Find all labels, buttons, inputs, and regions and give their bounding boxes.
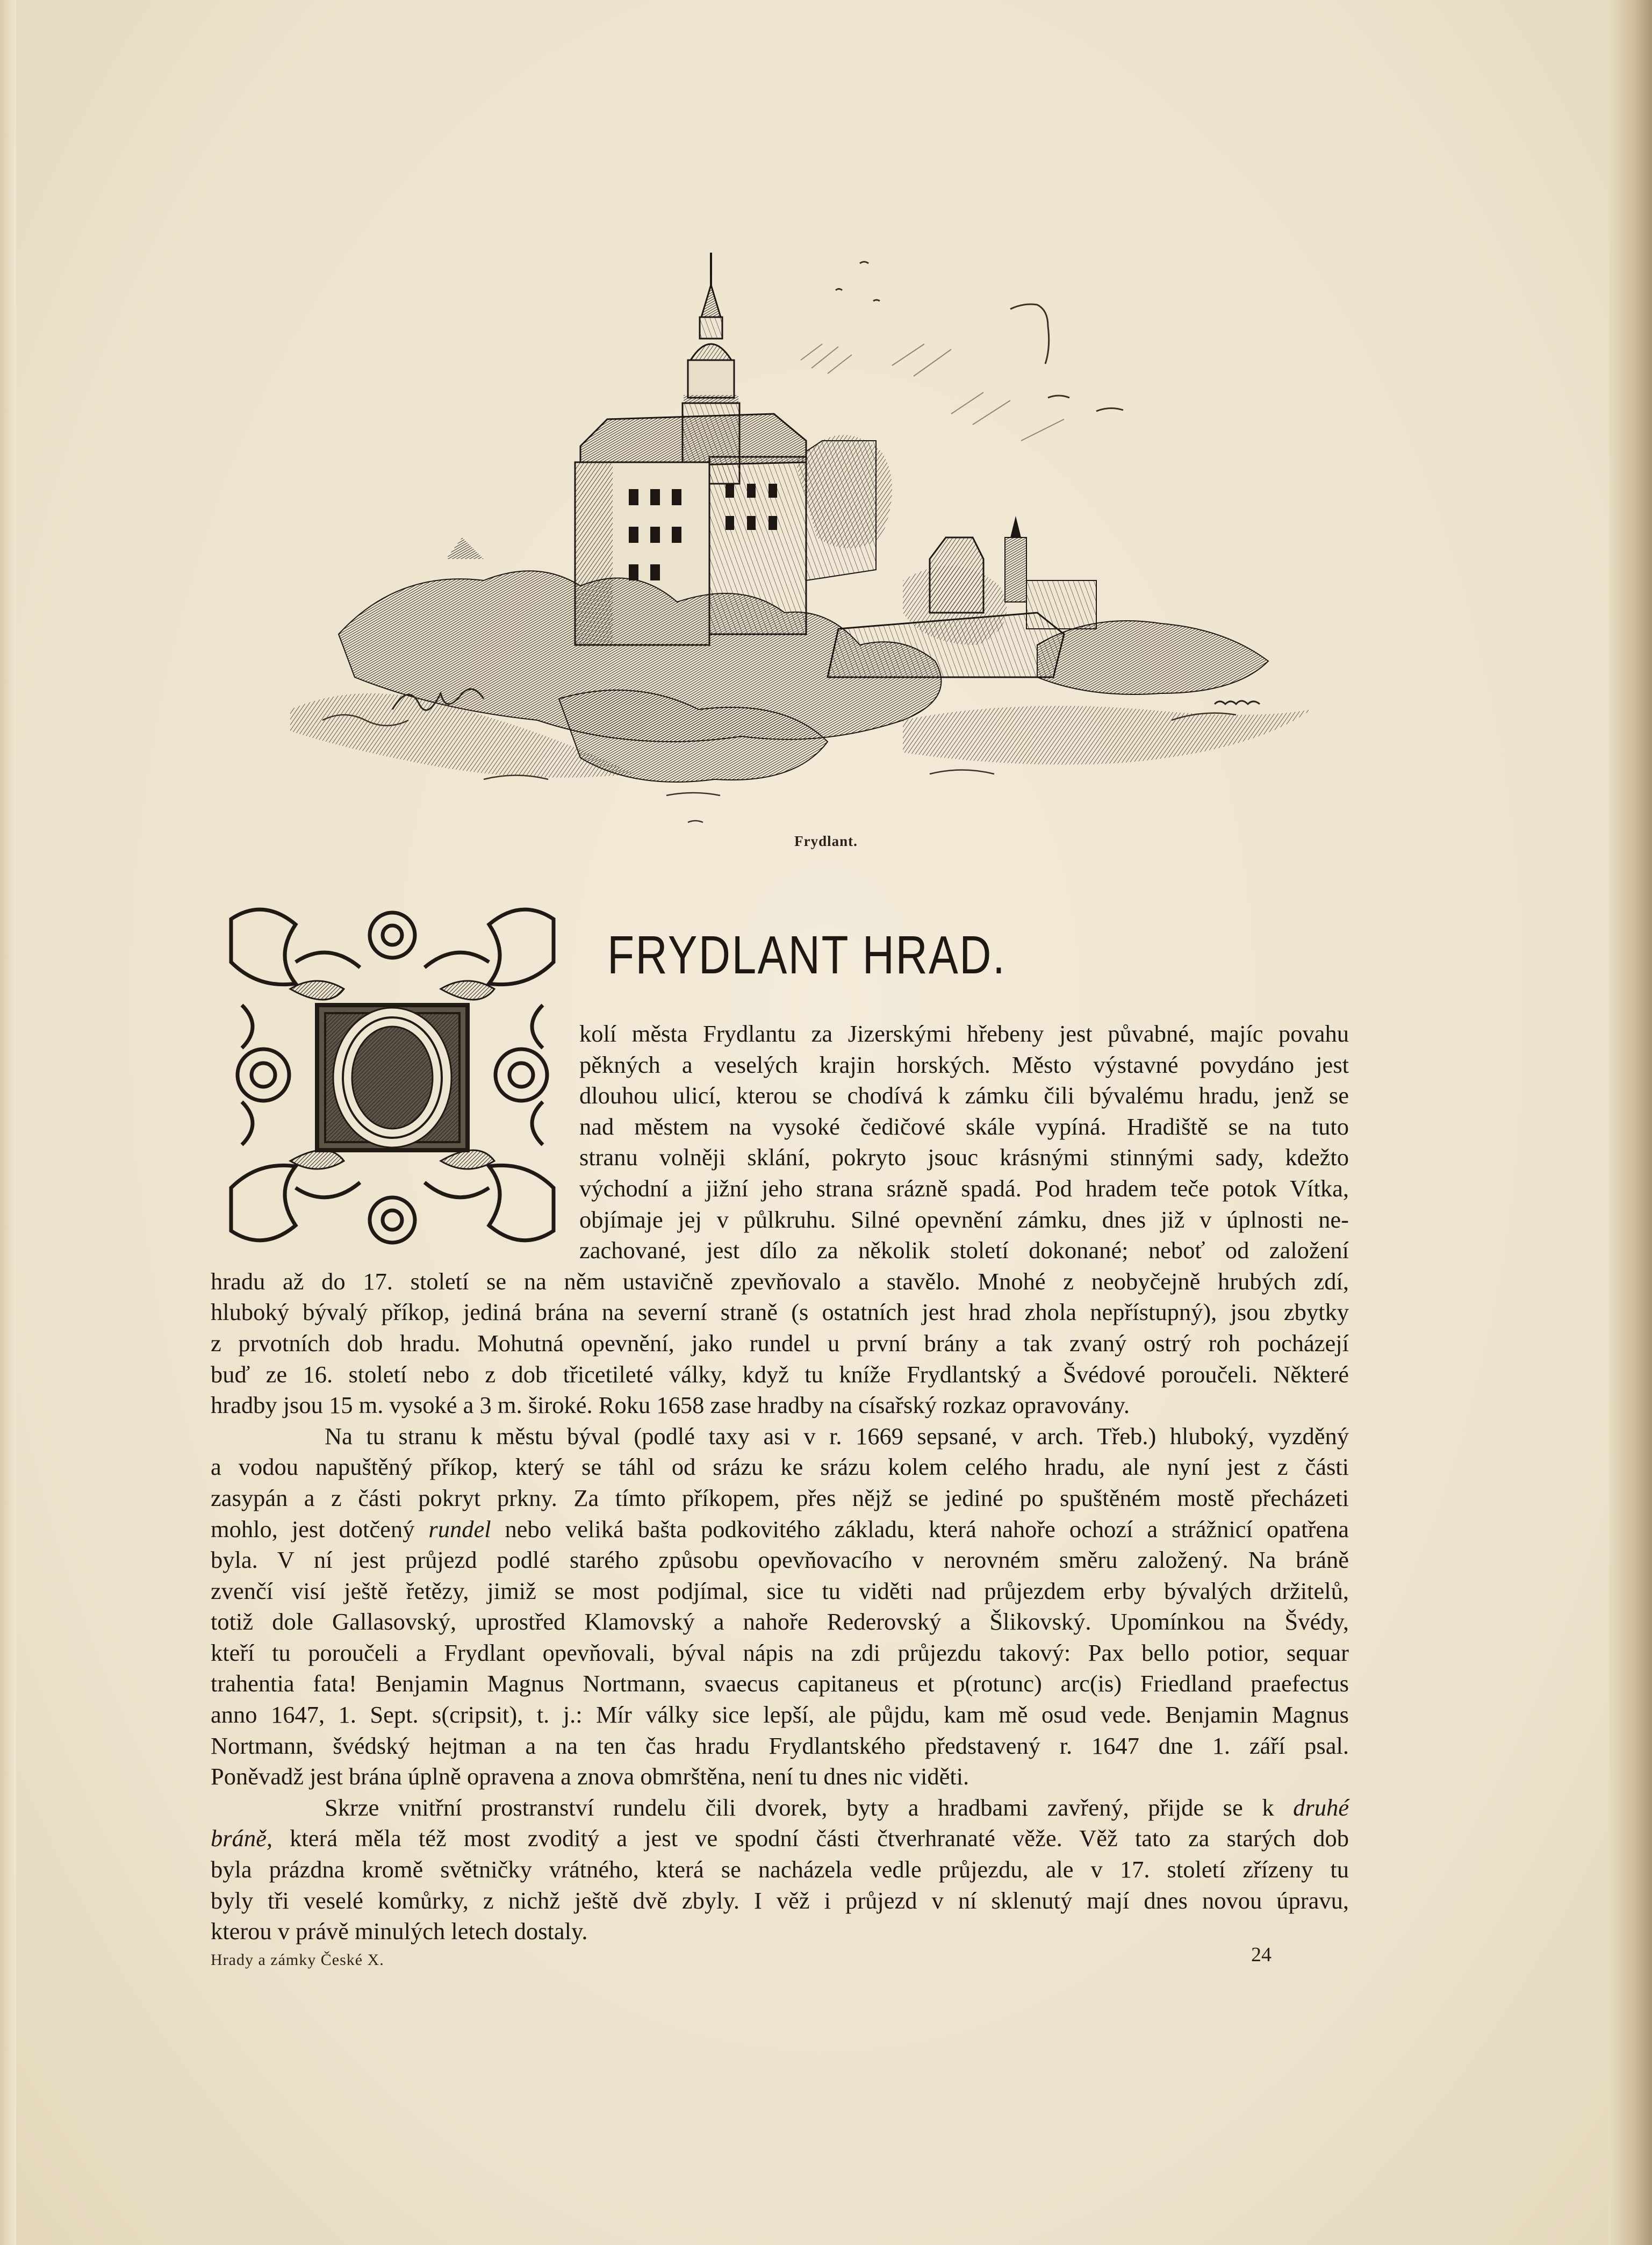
page-left-edge	[0, 0, 16, 2245]
page-number: 24	[1251, 1943, 1272, 1966]
text-line: byla. V ní jest průjezd podlé starého způsobu opevňovacího v nerovném směru založený. Na bráně	[211, 1546, 1349, 1574]
text-line: zvenčí visí ještě řetězy, jimiž se most podjímal, sice tu viděti nad průjezdem erby bývalých držitelů,	[211, 1577, 1349, 1604]
text-line: zachované, jest dílo za několik století dokonané; neboť od založení	[579, 1237, 1349, 1264]
text-line: kterou v právě minulých letech dostaly.	[211, 1918, 588, 1945]
text-line: anno 1647, 1. Sept. s(cripsit), t. j.: Mír války sice lepší, ale půjdu, kam mě osud vede. Benjamin Magnus	[211, 1701, 1349, 1728]
running-footer: Hrady a zámky České X.	[211, 1951, 384, 1969]
text-line: východní a jižní jeho strana srázně spadá. Pod hradem teče potok Vítka,	[579, 1174, 1349, 1202]
text-line: byla prázdna kromě světničky vrátného, která se nacházela vedle průjezdu, ale v 17. století zřízeny tu	[211, 1856, 1349, 1883]
castle-illustration	[258, 236, 1344, 833]
page-title: FRYDLANT HRAD.	[607, 925, 1007, 985]
text-line: hluboký bývalý příkop, jediná brána na severní straně (s ostatních jest hrad zhola nepřístupný), jsou zbytky	[211, 1299, 1349, 1326]
text-line: buď ze 16. století nebo z dob třicetileté války, když tu kníže Frydlantský a Švédové poroučeli. Některé	[211, 1360, 1349, 1388]
text-line: totiž dole Gallasovský, uprostřed Klamovský a nahoře Rederovský a Šlikovský. Upomínkou na Švédy,	[211, 1608, 1349, 1636]
text-line: hradby jsou 15 m. vysoké a 3 m. široké. Roku 1658 zase hradby na císařský rozkaz opravovány.	[211, 1392, 1130, 1419]
text-line: Na tu stranu k městu býval (podlé taxy asi v r. 1669 sepsané, v arch. Třeb.) hluboký, vyzděný	[325, 1422, 1349, 1450]
text-line: a vodou napuštěný příkop, který se táhl od srázu ke srázu kolem celého hradu, ale nyní jest z části	[211, 1453, 1349, 1481]
text-line: Poněvadž jest brána úplně opravena a znova obmrštěna, není tu dnes nic viděti.	[211, 1763, 969, 1790]
article-body	[211, 1019, 1349, 1947]
text-line: Nortmann, švédský hejtman a na ten čas hradu Frydlantského představený r. 1647 dne 1. září psal.	[211, 1732, 1349, 1759]
text-line: objímaje jej v půlkruhu. Silné opevnění zámku, dnes již v úplnosti ne-	[579, 1206, 1349, 1233]
text-line: kolí města Frydlantu za Jizerskými hřebeny jest půvabné, majíc povahu	[579, 1020, 1349, 1047]
engraver-signature	[1215, 701, 1260, 704]
page-right-edge	[1609, 0, 1652, 2245]
text-line: nad městem na vysoké čedičové skále vypíná. Hradiště se na tuto	[579, 1113, 1349, 1140]
text-line: stranu volněji sklání, pokryto jsouc krásnými stinnými sady, kdežto	[579, 1144, 1349, 1171]
illustration-caption: Frydlant.	[794, 833, 858, 849]
text-line: mohlo, jest dotčený rundel nebo veliká bašta podkovitého základu, která nahoře ochozí a strážnicí opatřena	[211, 1515, 1349, 1543]
text-line: trahentia fata! Benjamin Magnus Nortmann, svaecus capitaneus et p(rotunc) arc(is) Friedland praefectus	[211, 1670, 1349, 1697]
text-line: kteří tu poroučeli a Frydlant opevňovali, býval nápis na zdi průjezdu takový: Pax bello potior, sequar	[211, 1639, 1349, 1666]
text-line: hradu až do 17. století se na něm ustavičně zpevňovalo a stavělo. Mnohé z neobyčejně hrubých zdí,	[211, 1267, 1349, 1295]
text-line: byly tři veselé komůrky, z nichž ještě dvě zbyly. I věž i průjezd v ní sklenutý mají dnes novou úpravu,	[211, 1887, 1349, 1914]
text-line: Skrze vnitřní prostranství rundelu čili dvorek, byty a hradbami zavřený, přijde se k druhé	[325, 1794, 1349, 1821]
text-line: zasypán a z části pokryt prkny. Za tímto příkopem, přes nějž se jediné po spuštěném mostě přecházeti	[211, 1484, 1349, 1511]
text-line: dlouhou ulicí, kterou se chodívá k zámku čili bývalému hradu, jenž se	[579, 1082, 1349, 1109]
text-line: bráně, která měla též most zvoditý a jest ve spodní části čtverhranaté věže. Věž tato za starých dob	[211, 1825, 1349, 1852]
text-line: z prvotních dob hradu. Mohutná opevnění, jako rundel u první brány a tak zvaný ostrý roh pocházejí	[211, 1329, 1349, 1357]
text-line: pěkných a veselých krajin horských. Město výstavné povydáno jest	[579, 1051, 1349, 1078]
